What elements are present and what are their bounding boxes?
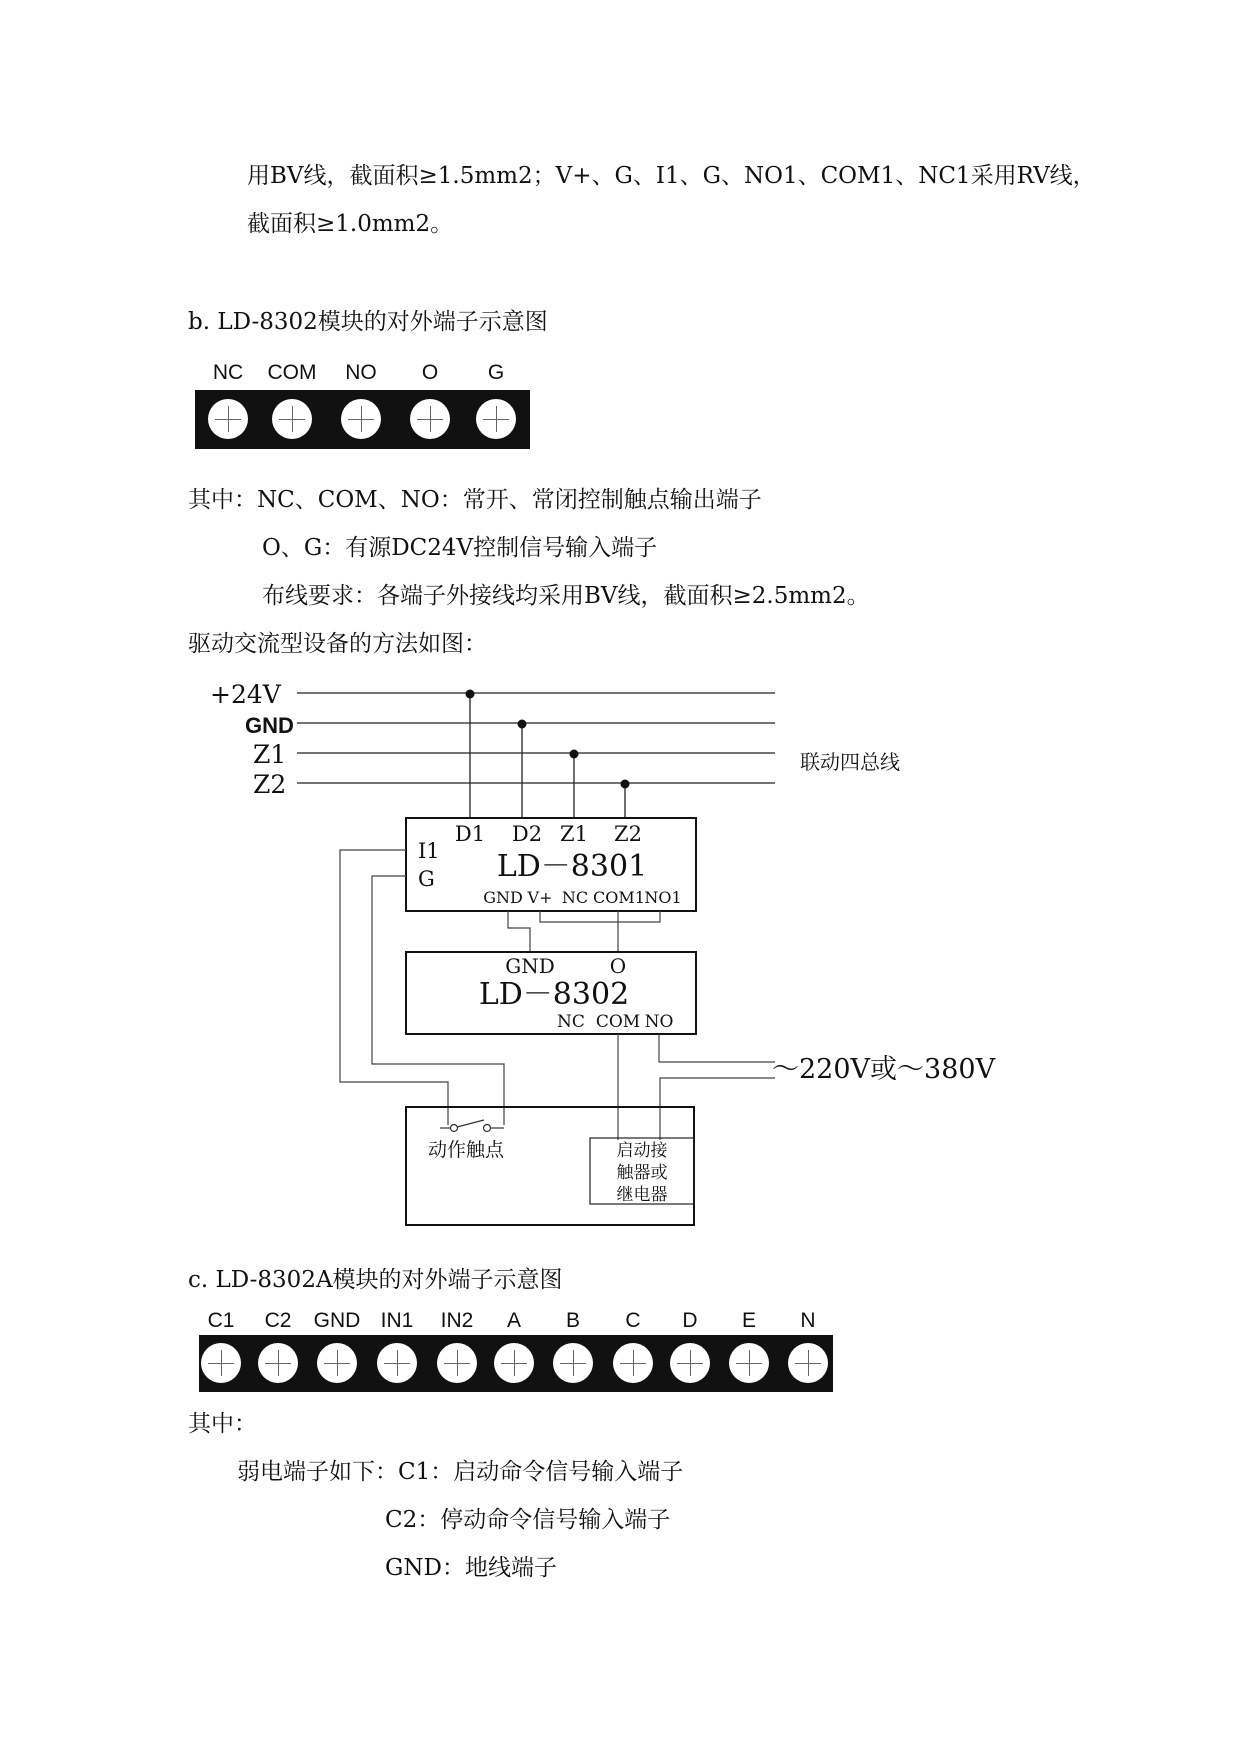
c-terminal-screw-icon	[613, 1343, 653, 1383]
c-terminal-screw-icon	[788, 1343, 828, 1383]
c-desc-3: GND：地线端子	[385, 1555, 557, 1581]
m1-top-terminal: Z1	[560, 822, 588, 846]
m1-top-terminal: D1	[454, 822, 486, 846]
c-terminal-screw-icon	[729, 1343, 769, 1383]
action-contact-label: 动作触点	[428, 1139, 505, 1161]
action-contact-switch	[440, 1120, 504, 1132]
section-c-heading: c. LD-8302A模块的对外端子示意图	[188, 1267, 563, 1293]
m1-bottom-terminal: V+	[527, 888, 553, 907]
m2-top-terminal: GND	[505, 954, 555, 978]
m1-top-terminal: Z2	[614, 822, 642, 846]
m2-top-terminal: O	[609, 954, 627, 978]
c-desc-2: C2：停动命令信号输入端子	[385, 1507, 671, 1533]
supply-voltage-label: ～220V或～380V	[772, 1054, 996, 1085]
ld8301-name: LD－8301	[496, 849, 648, 884]
m1-bottom-terminal: NC	[561, 888, 589, 907]
m2-bottom-terminal: NO	[644, 1012, 674, 1032]
c-terminal-label: N	[800, 1309, 816, 1332]
c-terminal-label: C2	[264, 1309, 292, 1332]
m2-bottom-terminal: NC	[557, 1012, 585, 1032]
c-desc-head: 其中：	[188, 1411, 257, 1437]
m1-top-terminal: D2	[511, 822, 543, 846]
c-terminal-screw-icon	[553, 1343, 593, 1383]
c-terminal-screw-icon	[494, 1343, 534, 1383]
b-desc-1: 其中：NC、COM、NO：常开、常闭控制触点输出端子	[188, 487, 762, 513]
c-terminal-screw-icon	[201, 1343, 241, 1383]
m2-bottom-terminal: COM	[595, 1012, 641, 1032]
m1-bottom-terminal: COM1	[593, 888, 645, 907]
b-terminal-label: NO	[345, 361, 377, 384]
c-desc-1: 弱电端子如下：C1：启动命令信号输入端子	[237, 1459, 684, 1485]
relay-label: 触器或	[616, 1163, 668, 1183]
b-terminal-label: O	[421, 361, 439, 384]
m1-bottom-terminal: NO1	[644, 888, 682, 907]
m1-bottom-terminal: GND	[483, 888, 523, 907]
drive-method-title: 驱动交流型设备的方法如图：	[188, 631, 487, 657]
c-terminal-label: A	[506, 1309, 522, 1332]
relay-label: 启动接	[616, 1141, 668, 1161]
c-terminal-label: B	[565, 1309, 581, 1332]
m1-left-terminal: I1	[418, 839, 440, 863]
c-terminal-label: IN2	[440, 1309, 474, 1332]
c-terminal-label: E	[741, 1309, 757, 1332]
c-terminal-screw-icon	[258, 1343, 298, 1383]
b-desc-3: 布线要求：各端子外接线均采用BV线，截面积≥2.5mm2。	[262, 583, 870, 609]
c-terminal-screw-icon	[377, 1343, 417, 1383]
b-terminal-label: G	[487, 361, 505, 384]
c-terminal-label: D	[682, 1309, 698, 1332]
c-terminal-label: GND	[313, 1309, 361, 1332]
bus-label-gnd: GND	[245, 713, 294, 738]
bus-label-z1: Z1	[253, 740, 287, 769]
text-line-2: 截面积≥1.0mm2。	[247, 211, 454, 237]
b-desc-2: O、G：有源DC24V控制信号输入端子	[262, 535, 658, 561]
ld8302-name: LD－8302	[478, 977, 630, 1012]
m1-left-terminal: G	[418, 867, 435, 891]
c-terminal-screw-icon	[437, 1343, 477, 1383]
relay-label: 继电器	[616, 1185, 668, 1205]
b-terminal-label: NC	[212, 361, 244, 384]
bus-label-z2: Z2	[253, 770, 287, 799]
bus-label-24v: +24V	[210, 680, 281, 709]
c-terminal-label: C1	[207, 1309, 235, 1332]
c-terminal-label: C	[625, 1309, 641, 1332]
b-terminal-label: COM	[267, 361, 317, 384]
text-line-1: 用BV线，截面积≥1.5mm2；V+、G、I1、G、NO1、COM1、NC1采用RV线，	[247, 163, 1096, 189]
c-terminal-screw-icon	[670, 1343, 710, 1383]
c-terminal-screw-icon	[317, 1343, 357, 1383]
c-terminal-label: IN1	[380, 1309, 414, 1332]
section-b-heading: b. LD-8302模块的对外端子示意图	[188, 309, 548, 335]
bus-name-label: 联动四总线	[800, 750, 900, 774]
